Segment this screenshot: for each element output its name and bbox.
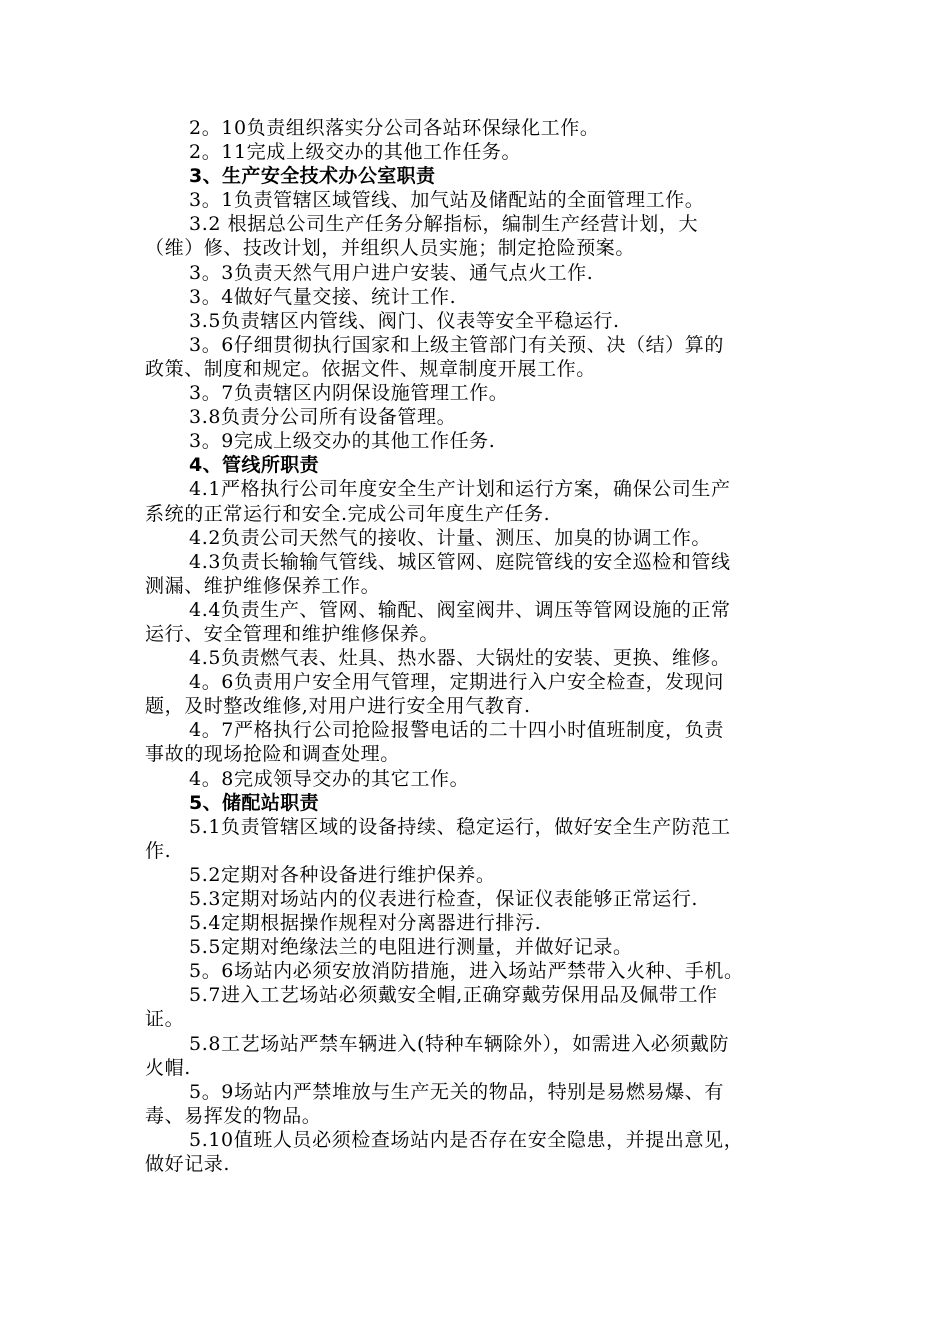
paragraph-line: 4。8完成领导交办的其它工作。 bbox=[189, 767, 470, 790]
paragraph-line: 3。6仔细贯彻执行国家和上级主管部门有关预、决（结）算的 bbox=[189, 333, 724, 356]
paragraph-line: 5。9场站内严禁堆放与生产无关的物品，特别是易燃易爆、有 bbox=[189, 1080, 724, 1103]
paragraph-line: 3。1负责管辖区域管线、加气站及储配站的全面管理工作。 bbox=[189, 189, 705, 212]
paragraph-continuation: 证。 bbox=[145, 1008, 185, 1031]
paragraph-continuation: 运行、安全管理和维护维修保养。 bbox=[145, 622, 440, 645]
paragraph-line: 4。6负责用户安全用气管理，定期进行入户安全检查，发现问 bbox=[189, 671, 724, 694]
paragraph-line: 5.4定期根据操作规程对分离器进行排污. bbox=[189, 912, 542, 935]
paragraph-line: 3.5负责辖区内管线、阀门、仪表等安全平稳运行. bbox=[189, 309, 620, 332]
paragraph-line: 4.4负责生产、管网、输配、阀室阀井、调压等管网设施的正常 bbox=[189, 598, 731, 621]
paragraph-line: 3。9完成上级交办的其他工作任务. bbox=[189, 430, 496, 453]
paragraph-line: 3.2 根据总公司生产任务分解指标，编制生产经营计划，大 bbox=[189, 213, 699, 236]
paragraph-line: 5.8工艺场站严禁车辆进入(特种车辆除外），如需进入必须戴防 bbox=[189, 1032, 730, 1055]
paragraph-line: 4.2负责公司天然气的接收、计量、测压、加臭的协调工作。 bbox=[189, 526, 712, 549]
paragraph-line: 5.5定期对绝缘法兰的电阻进行测量，并做好记录。 bbox=[189, 936, 633, 959]
paragraph-line: 3。7负责辖区内阴保设施管理工作。 bbox=[189, 382, 509, 405]
paragraph-line: 5.2定期对各种设备进行维护保养。 bbox=[189, 863, 496, 886]
paragraph-line: 4.5负责燃气表、灶具、热水器、大锅灶的安装、更换、维修。 bbox=[189, 647, 731, 670]
paragraph-line: 2。10负责组织落实分公司各站环保绿化工作。 bbox=[189, 117, 600, 139]
paragraph-line: 5.3定期对场站内的仪表进行检查，保证仪表能够正常运行. bbox=[189, 888, 699, 910]
section-heading: 4、管线所职责 bbox=[189, 454, 320, 477]
paragraph-continuation: 系统的正常运行和安全.完成公司年度生产任务. bbox=[145, 502, 551, 525]
paragraph-continuation: 火帽. bbox=[145, 1056, 191, 1079]
paragraph-continuation: 政策、制度和规定。依据文件、规章制度开展工作。 bbox=[145, 357, 596, 380]
paragraph-line: 5。6场站内必须安放消防措施，进入场站严禁带入火种、手机。 bbox=[189, 960, 744, 983]
section-heading: 3、生产安全技术办公室职责 bbox=[189, 165, 436, 188]
paragraph-continuation: （维）修、技改计划，并组织人员实施；制定抢险预案。 bbox=[145, 237, 636, 260]
paragraph-line: 3。4做好气量交接、统计工作. bbox=[189, 285, 457, 308]
paragraph-line: 5.7进入工艺场站必须戴安全帽,正确穿戴劳保用品及佩带工作 bbox=[189, 984, 718, 1007]
paragraph-line: 3.8负责分公司所有设备管理。 bbox=[189, 406, 457, 429]
paragraph-line: 4.1严格执行公司年度安全生产计划和运行方案，确保公司生产 bbox=[189, 478, 731, 501]
paragraph-line: 4.3负责长输输气管线、城区管网、庭院管线的安全巡检和管线 bbox=[189, 550, 731, 573]
document-body bbox=[145, 116, 810, 1176]
section-heading: 5、储配站职责 bbox=[189, 791, 320, 814]
paragraph-line: 5.10值班人员必须检查场站内是否存在安全隐患，并提出意见， bbox=[189, 1128, 744, 1151]
paragraph-continuation: 毒、易挥发的物品。 bbox=[145, 1104, 322, 1127]
paragraph-line: 4。7严格执行公司抢险报警电话的二十四小时值班制度，负责 bbox=[189, 719, 724, 742]
paragraph-line: 2。11完成上级交办的其他工作任务。 bbox=[189, 141, 522, 164]
paragraph-continuation: 题，及时整改维修,对用户进行安全用气教育. bbox=[145, 695, 531, 718]
paragraph-continuation: 事故的现场抢险和调查处理。 bbox=[145, 743, 400, 766]
paragraph-continuation: 测漏、维护维修保养工作。 bbox=[145, 574, 381, 597]
paragraph-continuation: 作. bbox=[145, 839, 172, 862]
paragraph-line: 5.1负责管辖区域的设备持续、稳定运行，做好安全生产防范工 bbox=[189, 815, 731, 838]
paragraph-line: 3。3负责天然气用户进户安装、通气点火工作. bbox=[189, 261, 594, 284]
paragraph-continuation: 做好记录. bbox=[145, 1153, 231, 1176]
